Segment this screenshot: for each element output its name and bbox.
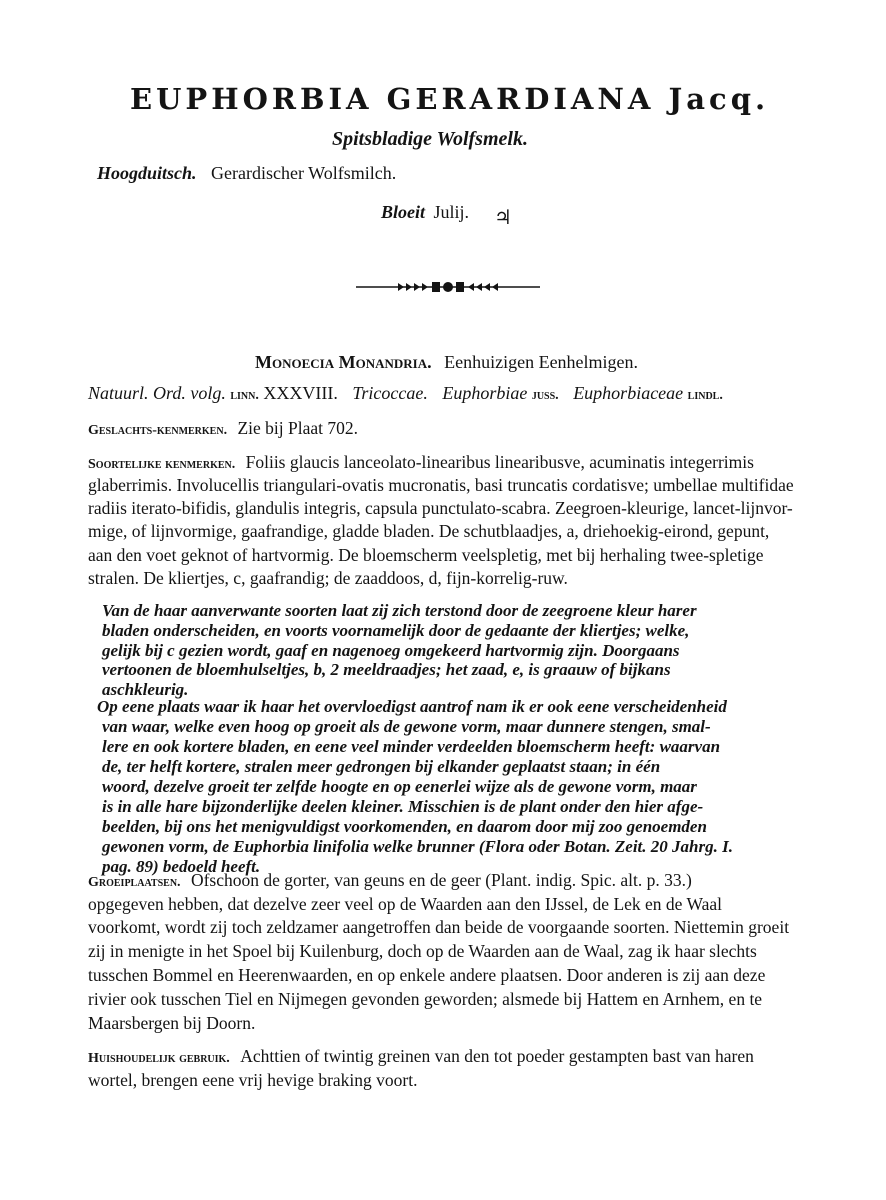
species-line: mige, of lijnvormige, gaafrandige, gladde bladen. De schutblaadjes, a, driehoekig-eirond, gepunt, xyxy=(88,521,770,541)
habitat-line: opgegeven hebben, dat dezelve zeer veel op de Waarden aan den IJssel, de Lek en de Waal xyxy=(88,894,723,914)
note-line: gelijk bij c gezien wordt, gaaf en nagenoeg omgekeerd hartvormig zijn. Doorgaans xyxy=(102,641,680,660)
lindl-abbrev: lindl. xyxy=(687,388,723,403)
german-name-line xyxy=(97,163,396,184)
habitat-line: Maarsbergen bij Doorn. xyxy=(88,1013,256,1033)
use-line: Huishoudelijk gebruik. Achttien of twintig greinen van den tot poeder gestampten bast van haren xyxy=(88,1046,754,1066)
sexual-system: Monoecia Monandria. xyxy=(255,352,432,372)
species-line: Soortelijke kenmerken. Foliis glaucis lanceolato-linearibus linearibusve, acuminatis integerrimis xyxy=(88,452,754,472)
note-line: Van de haar aanverwante soorten laat zij zich terstond door de zeegroene kleur harer xyxy=(102,601,697,620)
note-line: pag. 89) bedoeld heeft. xyxy=(102,857,261,876)
species-line: aan den voet geknot of hartvormig. De bloemscherm veelspletig, met bij herhaling twee-spletige xyxy=(88,545,764,565)
bloom-month: Julij. xyxy=(433,202,470,222)
habitat-label: Groeiplaatsen. xyxy=(88,875,181,890)
species-line: radiis iterato-bifidis, glandulis integris, capsula punctulato-scabra. Zeegroen-kleurige, lancet-lijnvor- xyxy=(88,498,793,518)
genus-label: Geslachts-kenmerken. xyxy=(88,423,228,438)
page-title: EUPHORBIA GERARDIANA Jacq. xyxy=(130,82,770,116)
note-line: is in alle hare bijzonderlijke deelen kleiner. Misschien is de plant onder den hier afge- xyxy=(102,797,704,816)
note-line: beelden, bij ons het menigvuldigst voorkomenden, en daarom door mij zoo genoemden xyxy=(102,817,707,836)
note-line: de, ter helft kortere, stralen meer gedrongen bij elkander geplaatst staan; in één xyxy=(102,757,661,776)
species-label: Soortelijke kenmerken. xyxy=(88,457,236,472)
note-line: aschkleurig. xyxy=(102,680,189,699)
note-line: Op eene plaats waar ik haar het overvloedigst aantrof nam ik er ook eene verscheidenheid xyxy=(97,697,727,716)
genus-line xyxy=(88,418,358,439)
classification-line xyxy=(255,352,638,373)
bloom-label: Bloeit xyxy=(381,202,425,222)
juss-abbrev: juss. xyxy=(531,388,559,403)
habitat-line: zij in menigte in het Spoel bij Kuilenburg, doch op de Waarden aan de Waal, zag ik haar slechts xyxy=(88,941,757,961)
species-line: stralen. De kliertjes, c, gaafrandig; de zaaddoos, d, fijn-korrelig-ruw. xyxy=(88,568,568,588)
habitat-line: Groeiplaatsen. Ofschoon de gorter, van geuns en de geer (Plant. indig. Spic. alt. p. 33.) xyxy=(88,870,692,890)
use-label: Huishoudelijk gebruik. xyxy=(88,1051,230,1066)
order-euphorbiae: Euphorbiae xyxy=(442,383,528,403)
order-euphorbiaceae: Euphorbiaceae xyxy=(573,383,684,403)
natural-order-line xyxy=(88,383,723,404)
dutch-common-name: Spitsbladige Wolfsmelk. xyxy=(332,128,528,150)
note-line: lere en ook kortere bladen, en eene veel minder verdeelden bloemscherm heeft: waarvan xyxy=(102,737,721,756)
linn-order: XXXVIII. xyxy=(263,383,338,403)
note-line: gewonen vorm, de Euphorbia linifolia welke brunner (Flora oder Botan. Zeit. 20 Jahrg. I. xyxy=(102,837,733,856)
german-name: Gerardischer Wolfsmilch. xyxy=(211,163,397,183)
habitat-line: rivier ook tusschen Tiel en Nijmegen gevonden geworden; alsmede bij Hattem en Arnhem, en te xyxy=(88,989,763,1009)
ornamental-divider xyxy=(356,278,540,296)
habitat-line: tusschen Bommel en Heerenwaarden, en op enkele andere plaatsen. Door anderen is zij aan deze xyxy=(88,965,766,985)
german-label: Hoogduitsch. xyxy=(97,163,197,183)
note-line: vertoonen de bloemhulseltjes, b, 2 meeldraadjes; het zaad, e, is graauw of bijkans xyxy=(102,660,671,679)
order-tricoccae: Tricoccae. xyxy=(352,383,428,403)
sexual-system-dutch: Eenhuizigen Eenhelmigen. xyxy=(444,352,639,372)
linn-abbrev: linn. xyxy=(230,388,259,403)
use-line: wortel, brengen eene vrij hevige braking voort. xyxy=(88,1070,418,1090)
bloom-line xyxy=(381,202,469,223)
genus-text: Zie bij Plaat 702. xyxy=(237,418,358,438)
perennial-symbol: ♃ xyxy=(494,205,512,229)
note-line: woord, dezelve groeit ter zelfde hoogte en op eenerlei wijze als de gewone vorm, maar xyxy=(102,777,697,796)
note-line: van waar, welke even hoog op groeit als de gewone vorm, maar dunnere stengen, smal- xyxy=(102,717,711,736)
natural-order-label: Natuurl. Ord. volg. xyxy=(88,383,226,403)
divider-ornament-icon xyxy=(356,278,540,296)
species-line: glaberrimis. Involucellis triangulari-ovatis mucronatis, basi truncatis cordatisve; umbellae multifidae xyxy=(88,475,794,495)
note-line: bladen onderscheiden, en voorts voornamelijk door de gedaante der kliertjes; welke, xyxy=(102,621,690,640)
habitat-line: voorkomt, wordt zij toch zeldzamer aangetroffen dan beide de voorgaande soorten. Niettemin groeit xyxy=(88,917,790,937)
